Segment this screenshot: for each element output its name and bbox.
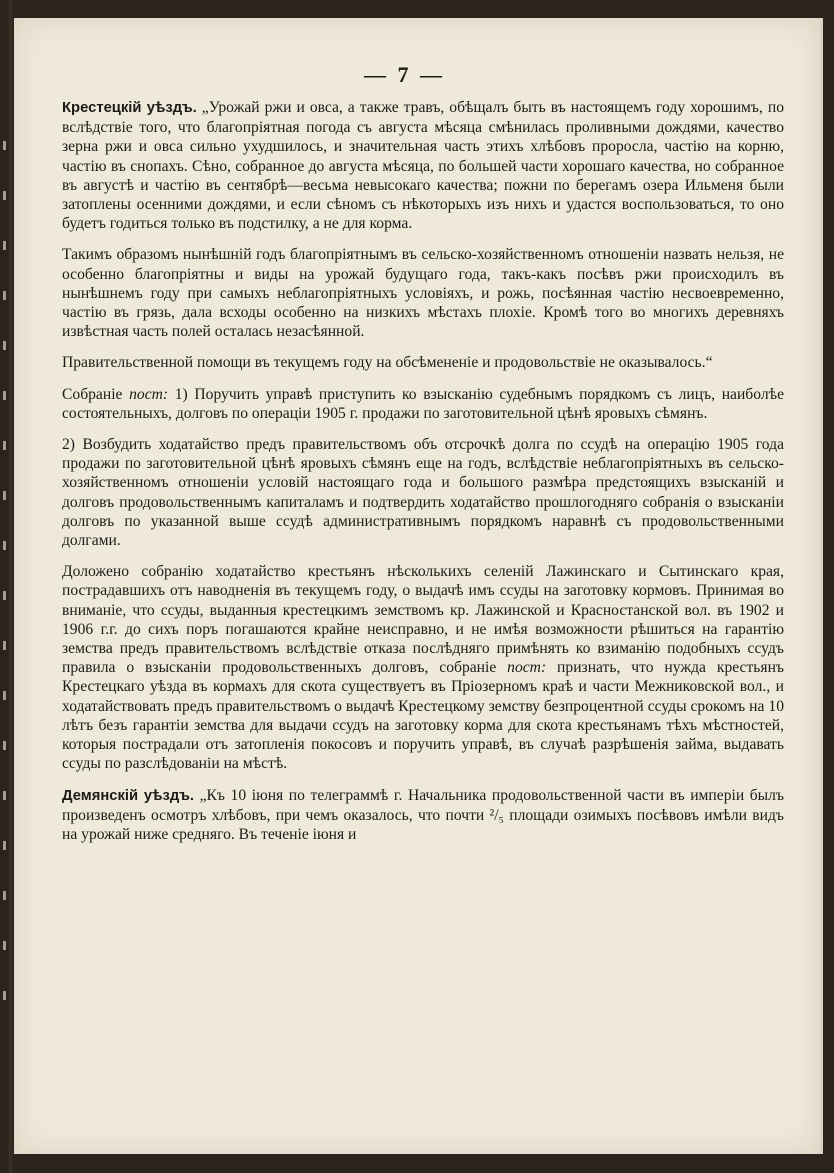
petition-text-b: признать, что нужда крестьянъ Крестецкаго уѣзда въ кормахъ для скота существуетъ въ Прiозерномъ краѣ и части Межниковской вол., и ходатайствовать предъ правительствомъ о выдачѣ Крестецкому земству безпроцентной ссуды срокомъ на 10 лѣтъ безъ гарантiи земства для выдачи ссудъ на заготовку корма для скота крестьянамъ тѣхъ мѣстностей, которыя пострадали отъ затопленiя покосовъ и поручить управѣ, въ случаѣ разрѣшенiя займа, выдавать ссуды по разслѣдованiи на мѣстѣ.	[62, 659, 784, 773]
section-heading-demyansky: Демянскiй уѣздъ.	[62, 787, 194, 804]
body-text	[62, 98, 784, 856]
petition-marker: пост:	[507, 659, 547, 677]
document-page	[14, 18, 823, 1154]
paragraph-krestetsky	[62, 98, 784, 233]
paragraph-government-aid: Правительственной помощи въ текущемъ году на обсѣмененiе и продовольствiе не оказывалось.“	[62, 354, 713, 372]
page-number: — 7 —	[364, 62, 445, 87]
section-heading-krestetsky: Крестецкiй уѣздъ.	[62, 100, 197, 116]
petition-text-a: Доложено собранiю ходатайство крестьянъ нѣсколькихъ селенiй Лажинскаго и Сытинскаго края, пострадавшихъ отъ наводненiя въ текущемъ году, о выдачѣ имъ ссуды на заготовку кормовъ. Принимая во вниманiе, что ссуды, выданныя крестецкимъ земствомъ кр. Лажинской и Красностанской вол. въ 1902 и 1906 г.г. до сихъ поръ погашаются крайне неисправно, и не имѣя возможности рѣшиться на гарантiю земства предъ правительствомъ вслѣдствiе отказа послѣдняго примѣнять ко взиманiю подобныхъ ссудъ правила о взысканiи продовольственныхъ долговъ, собранiе	[62, 563, 784, 677]
resolution-text: 1) Поручить управѣ приступить ко взысканiю судебнымъ порядкомъ съ лицъ, наиболѣе состоятельныхъ, долговъ по операцiи 1905 г. продажи по заготовительной цѣнѣ яровыхъ сѣмянъ.	[62, 385, 785, 422]
paragraph-resolution-1	[62, 385, 784, 423]
paragraph-petition	[62, 562, 784, 773]
paragraph-text: „Урожай ржи и овса, а также травъ, обѣщалъ быть въ настоящемъ году хорошимъ, по вслѣдствiе того, что благопрiятная погода съ августа мѣсяца смѣнилась проливными дождями, качество зерна ржи и овса сильно ухудшилось, и значительная часть этихъ хлѣбовъ проросла, частiю на корню, частiю въ снопахъ. Сѣно, собранное до августа мѣсяца, по большей части хорошаго качества, но собранное въ августѣ и частiю въ сентябрѣ—весьма невысокаго качества; пожни по берегамъ озера Ильменя были затоплены осенними дождями, и если сѣномъ съ нѣкоторыхъ изъ нихъ и удастся воспользоваться, то оно будетъ годиться только въ подстилку, а не для корма.	[62, 99, 784, 233]
binding-edge	[0, 120, 12, 1020]
paragraph-text: „Къ 10 iюня по телеграммѣ г. Начальника продовольственной части въ имперiи былъ произведенъ осмотръ хлѣбовъ, при чемъ оказалось, что почти ²/₅ площади озимыхъ посѣвовъ имѣли видъ на урожай ниже средняго. Въ теченiе iюня и	[62, 786, 785, 843]
paragraph-conclusion: Такимъ образомъ нынѣшнiй годъ благопрiятнымъ въ сельско-хозяйственномъ отношенiи назвать нельзя, не особенно благопрiятны и виды на урожай будущаго года, такъ-какъ посѣвъ ржи происходилъ въ нынѣшнемъ году при самыхъ неблагопрiятныхъ условiяхъ, и рожь, посѣянная частiю несвоевременно, частiю въ грязь, дала всходы особенно на низкихъ мѣстахъ плохiе. Кромѣ того во многихъ деревняхъ извѣстная часть полей осталась незасѣянной.	[62, 246, 784, 341]
resolution-lead: Собранiе	[62, 385, 123, 403]
paragraph-resolution-2: 2) Возбудить ходатайство предъ правительствомъ объ отсрочкѣ долга по ссудѣ на операцiю 1905 года продажи по заготовительной цѣнѣ яровыхъ сѣмянъ еще на годъ, вслѣдствiе неблагопрiятныхъ въ сельско-хозяйственномъ отношенiи условiй настоящаго года и большого размѣра предстоящихъ взысканiй и долговъ продовольственнымъ капиталамъ и подтвердить ходатайство прошлогодняго собранiя о взысканiи долговъ по указанной выше ссудѣ административнымъ порядкомъ наравнѣ съ продовольственными долгами.	[62, 436, 784, 550]
resolution-marker: пост:	[129, 385, 169, 403]
paragraph-demyansky	[62, 786, 784, 845]
